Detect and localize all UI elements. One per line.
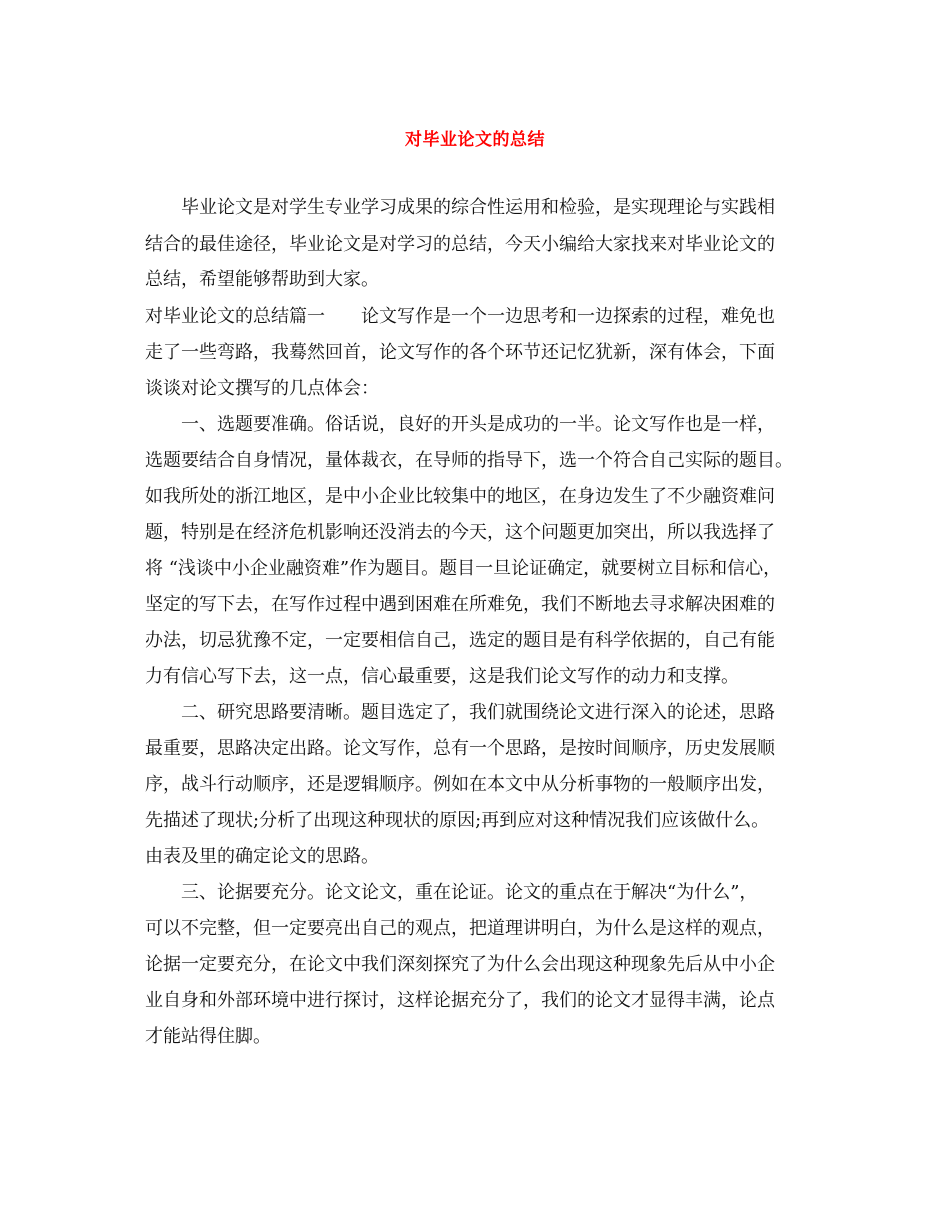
text-line: 谈谈对论文撰写的几点体会： [145,378,379,399]
text-line: 一、选题要准确。俗话说，良好的开头是成功的一半。论文写作也是一样， [181,414,775,435]
text-line: 先描述了现状;分析了出现这种现状的原因;再到应对这种情况我们应该做什么。 [145,810,770,831]
text-line: 如我所处的浙江地区，是中小企业比较集中的地区，在身边发生了不少融资难问 [145,486,775,507]
text-line: 业自身和外部环境中进行探讨，这样论据充分了，我们的论文才显得丰满，论点 [145,990,775,1011]
text-line: 题，特别是在经济危机影响还没消去的今天，这个问题更加突出，所以我选择了 [145,522,775,543]
text-line: 办法，切忌犹豫不定，一定要相信自己，选定的题目是有科学依据的，自己有能 [145,630,775,651]
text-line: 论据一定要充分，在论文中我们深刻探究了为什么会出现这种现象先后从中小企 [145,954,775,975]
text-line: 才能站得住脚。 [145,1026,271,1047]
text-line: 选题要结合自身情况，量体裁衣，在导师的指导下，选一个符合自己实际的题目。 [145,450,793,471]
text-line: 走了一些弯路，我蓦然回首，论文写作的各个环节还记忆犹新，深有体会，下面 [145,342,775,363]
text-line: 力有信心写下去，这一点，信心最重要，这是我们论文写作的动力和支撑。 [145,666,739,687]
text-line: 序，战斗行动顺序，还是逻辑顺序。例如在本文中从分析事物的一般顺序出发， [145,774,775,795]
text-line: 最重要，思路决定出路。论文写作，总有一个思路，是按时间顺序，历史发展顺 [145,738,775,759]
text-line: 坚定的写下去，在写作过程中遇到困难在所难免，我们不断地去寻求解决困难的 [145,594,775,615]
text-line: 结合的最佳途径，毕业论文是对学习的总结，今天小编给大家找来对毕业论文的 [145,234,775,255]
text-line: 将 “浅谈中小企业融资难”作为题目。题目一旦论证确定，就要树立目标和信心， [145,558,782,579]
text-line: 二、研究思路要清晰。题目选定了，我们就围绕论文进行深入的论述，思路 [181,702,775,723]
text-line: 对毕业论文的总结篇一 论文写作是一个一边思考和一边探索的过程，难免也 [145,306,775,327]
text-line: 三、论据要充分。论文论文，重在论证。论文的重点在于解决“为什么”， [181,882,758,903]
text-line: 由表及里的确定论文的思路。 [145,846,379,867]
document-title: 对毕业论文的总结 [405,130,545,150]
text-line: 可以不完整，但一定要亮出自己的观点，把道理讲明白，为什么是这样的观点， [145,918,775,939]
text-line: 毕业论文是对学生专业学习成果的综合性运用和检验，是实现理论与实践相 [181,197,775,218]
text-line: 总结，希望能够帮助到大家。 [145,269,379,290]
